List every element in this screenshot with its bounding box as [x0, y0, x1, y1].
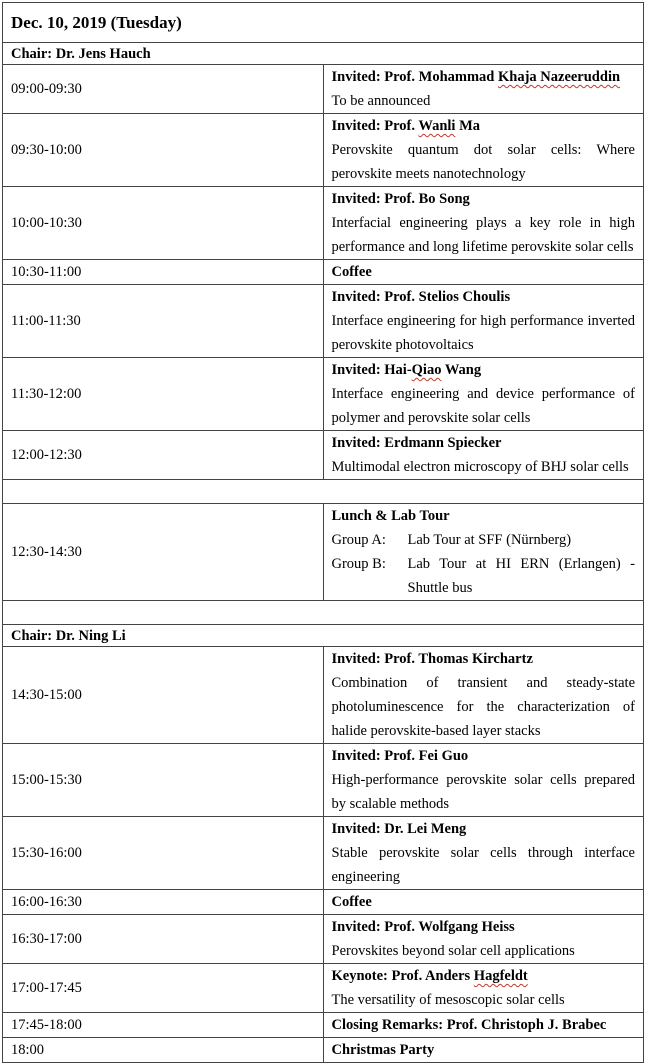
- group-a: [332, 528, 636, 552]
- session-content: [323, 358, 644, 431]
- session-row: [3, 817, 644, 890]
- session-row: [3, 964, 644, 1013]
- speaker-name-flagged: Hagfeldt: [473, 968, 528, 984]
- spacer-row: [3, 480, 644, 504]
- time-cell: 17:45-18:00: [3, 1013, 324, 1038]
- session-content: [323, 431, 644, 480]
- session-row: [3, 647, 644, 744]
- speaker-name-flagged: Wanli: [418, 118, 456, 134]
- break-label: Coffee: [323, 260, 644, 285]
- time-cell: 18:00: [3, 1038, 324, 1063]
- speaker-prefix: Invited: Prof. Mohammad: [331, 69, 498, 85]
- schedule-table: [2, 2, 644, 1063]
- speaker: [332, 65, 636, 89]
- session-content: [323, 964, 644, 1013]
- title-row: [3, 3, 644, 43]
- group-b-label: Group B:: [331, 556, 386, 572]
- speaker-prefix: Invited: Hai-: [331, 362, 412, 378]
- time-cell: 14:30-15:00: [3, 647, 324, 744]
- day-title: Dec. 10, 2019 (Tuesday): [3, 3, 644, 43]
- talk-title: The versatility of mesoscopic solar cells: [331, 992, 565, 1008]
- time-cell: 11:30-12:00: [3, 358, 324, 431]
- speaker-prefix: Keynote: Prof. Anders: [331, 968, 474, 984]
- talk-title: Interface engineering for high performance inverted perovskite photovoltaics: [331, 313, 635, 353]
- talk-title: Perovskites beyond solar cell applications: [331, 943, 575, 959]
- time-cell: 10:00-10:30: [3, 187, 324, 260]
- chair-row: [3, 625, 644, 647]
- lunch-row: [3, 504, 644, 601]
- spacer-cell: [3, 601, 644, 625]
- chair-label: Chair: Dr. Jens Hauch: [3, 43, 644, 65]
- session-row: [3, 65, 644, 114]
- time-cell: 09:00-09:30: [3, 65, 324, 114]
- talk-title: To be announced: [331, 93, 431, 109]
- talk-title: Interfacial engineering plays a key role in high performance and long lifetime perovskite solar cells: [331, 215, 635, 255]
- talk-title: Stable perovskite solar cells through interface engineering: [331, 845, 635, 885]
- speaker-name-flagged: Qiao: [411, 362, 442, 378]
- time-cell: 15:30-16:00: [3, 817, 324, 890]
- speaker: Invited: Erdmann Spiecker: [331, 435, 502, 451]
- speaker: Invited: Prof. Thomas Kirchartz: [331, 651, 533, 667]
- speaker: Invited: Prof. Stelios Choulis: [331, 289, 511, 305]
- session-content: [323, 817, 644, 890]
- time-cell: 12:00-12:30: [3, 431, 324, 480]
- time-cell: 09:30-10:00: [3, 114, 324, 187]
- break-row: [3, 260, 644, 285]
- speaker: Invited: Prof. Fei Guo: [331, 748, 469, 764]
- speaker: [332, 114, 636, 138]
- group-a-label: Group A:: [331, 532, 386, 548]
- session-content: [323, 744, 644, 817]
- time-cell: 16:00-16:30: [3, 890, 324, 915]
- speaker: Invited: Prof. Wolfgang Heiss: [331, 919, 515, 935]
- session-content: [323, 114, 644, 187]
- talk-title: Perovskite quantum dot solar cells: Where perovskite meets nanotechnology: [331, 142, 635, 182]
- speaker-suffix: Ma: [455, 118, 481, 134]
- speaker-suffix: Wang: [441, 362, 482, 378]
- break-row: [3, 890, 644, 915]
- time-cell: 10:30-11:00: [3, 260, 324, 285]
- session-row: [3, 285, 644, 358]
- break-label: Coffee: [323, 890, 644, 915]
- time-cell: 15:00-15:30: [3, 744, 324, 817]
- group-b: [332, 552, 636, 600]
- time-cell: 11:00-11:30: [3, 285, 324, 358]
- spacer-cell: [3, 480, 644, 504]
- speaker: [332, 358, 636, 382]
- chair-row: [3, 43, 644, 65]
- speaker: Invited: Prof. Bo Song: [331, 191, 470, 207]
- closing-row: [3, 1013, 644, 1038]
- time-cell: 17:00-17:45: [3, 964, 324, 1013]
- session-row: [3, 187, 644, 260]
- lunch-label: Lunch & Lab Tour: [331, 508, 450, 524]
- talk-title: High-performance perovskite solar cells prepared by scalable methods: [331, 772, 635, 812]
- spacer-row: [3, 601, 644, 625]
- time-cell: 12:30-14:30: [3, 504, 324, 601]
- session-row: [3, 431, 644, 480]
- talk-title: Combination of transient and steady-state photoluminescence for the characterization of halide perovskite-based layer stacks: [331, 675, 635, 739]
- party-row: [3, 1038, 644, 1063]
- lunch-content: [323, 504, 644, 601]
- group-a-text: Lab Tour at SFF (Nürnberg): [407, 532, 572, 548]
- session-content: [323, 65, 644, 114]
- chair-label: Chair: Dr. Ning Li: [3, 625, 644, 647]
- session-row: [3, 358, 644, 431]
- time-cell: 16:30-17:00: [3, 915, 324, 964]
- session-row: [3, 744, 644, 817]
- speaker-name-flagged: Khaja Nazeeruddin: [497, 69, 621, 85]
- talk-title: Multimodal electron microscopy of BHJ solar cells: [331, 459, 629, 475]
- speaker: Invited: Dr. Lei Meng: [331, 821, 467, 837]
- party-label: Christmas Party: [323, 1038, 644, 1063]
- speaker-prefix: Invited: Prof.: [331, 118, 419, 134]
- speaker: [332, 964, 636, 988]
- session-content: [323, 187, 644, 260]
- talk-title: Interface engineering and device performance of polymer and perovskite solar cells: [331, 386, 635, 426]
- group-b-text: Lab Tour at HI ERN (Erlangen) - Shuttle bus: [407, 556, 635, 596]
- session-content: [323, 647, 644, 744]
- session-content: [323, 285, 644, 358]
- closing-label: Closing Remarks: Prof. Christoph J. Brabec: [323, 1013, 644, 1038]
- session-row: [3, 114, 644, 187]
